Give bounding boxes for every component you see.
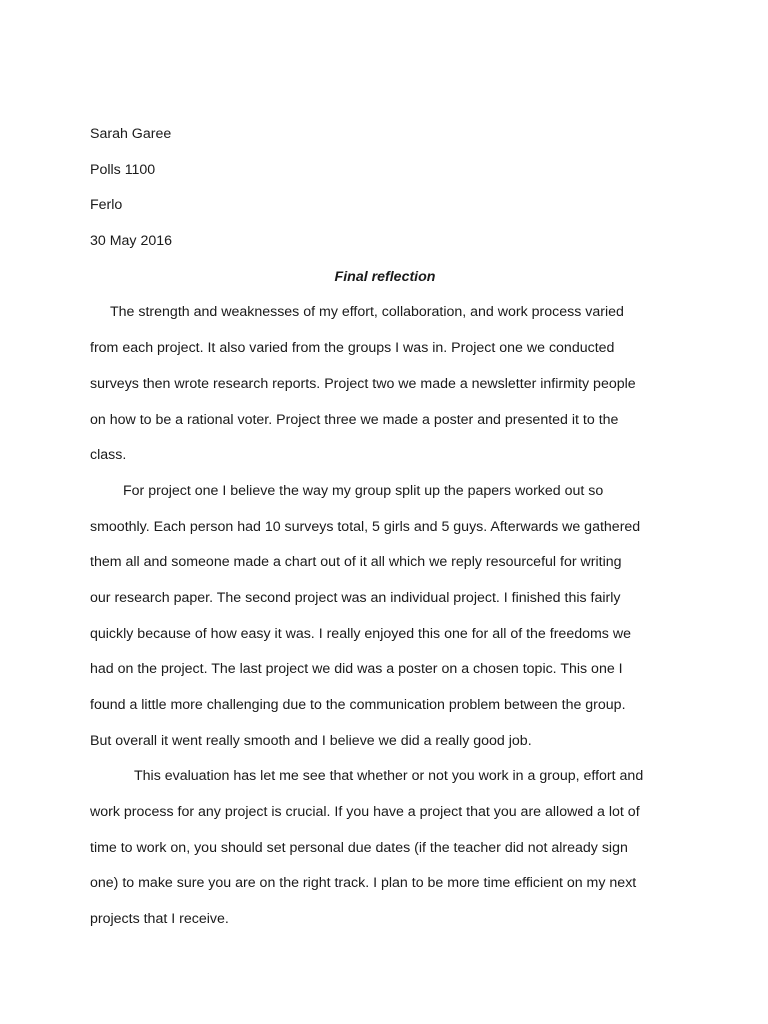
- paragraph-3: [90, 764, 680, 942]
- paragraph-line: had on the project. The last project we did was a poster on a chosen topic. This one I: [90, 661, 623, 678]
- paragraph-line: For project one I believe the way my group split up the papers worked out so: [123, 482, 604, 499]
- paragraph-line: from each project. It also varied from the groups I was in. Project one we conducted: [90, 340, 615, 357]
- paragraph-line: This evaluation has let me see that whether or not you work in a group, effort and: [134, 768, 644, 785]
- paragraph-line: time to work on, you should set personal due dates (if the teacher did not already sign: [90, 839, 628, 856]
- paragraph-line: projects that I receive.: [90, 911, 229, 928]
- paragraph-line: surveys then wrote research reports. Project two we made a newsletter infirmity people: [90, 375, 636, 392]
- paragraph-2: [90, 479, 680, 765]
- paragraph-line: on how to be a rational voter. Project three we made a poster and presented it to the: [90, 411, 619, 428]
- paragraph-line: class.: [90, 447, 127, 464]
- paragraph-1: [90, 300, 680, 478]
- paragraph-line: The strength and weaknesses of my effort, collaboration, and work process varied: [110, 304, 624, 321]
- document-title: Final reflection: [334, 268, 436, 285]
- paragraph-line: one) to make sure you are on the right track. I plan to be more time efficient on my next: [90, 875, 637, 892]
- author-name: Sarah Garee: [90, 126, 172, 142]
- paragraph-line: them all and someone made a chart out of it all which we reply resourceful for writing: [90, 554, 622, 571]
- course-name: Polls 1100: [90, 161, 156, 178]
- paragraph-line: quickly because of how easy it was. I really enjoyed this one for all of the freedoms we: [90, 625, 631, 642]
- paragraph-line: But overall it went really smooth and I believe we did a really good job.: [90, 732, 532, 749]
- paragraph-line: work process for any project is crucial. If you have a project that you are allowed a lot of: [90, 804, 640, 821]
- document-page: [90, 122, 680, 943]
- paragraph-line: found a little more challenging due to the communication problem between the group.: [90, 697, 626, 713]
- paragraph-line: smoothly. Each person had 10 surveys total, 5 girls and 5 guys. Afterwards we gathered: [90, 518, 641, 535]
- instructor-name: Ferlo: [90, 197, 123, 214]
- document-date: 30 May 2016: [90, 233, 173, 250]
- paragraph-line: our research paper. The second project was an individual project. I finished this fairly: [90, 589, 621, 606]
